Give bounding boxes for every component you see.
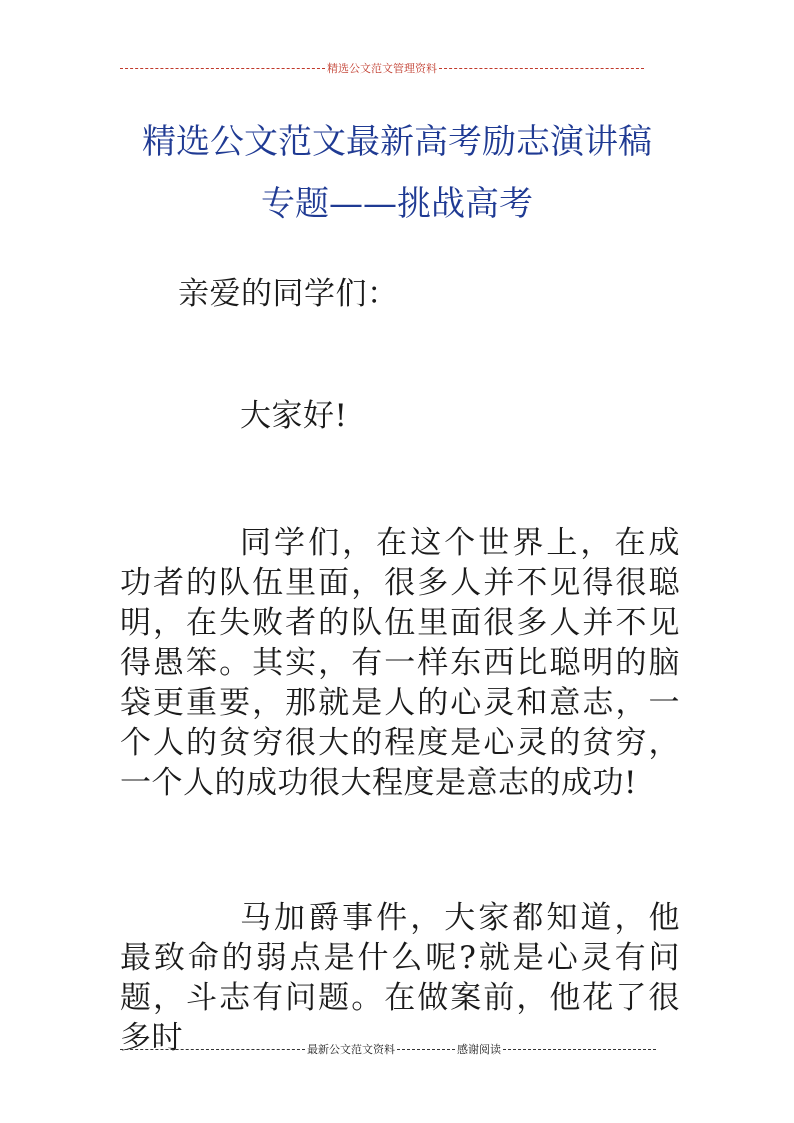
footer-right-text: 感谢阅读 bbox=[457, 1043, 501, 1056]
paragraph-2: 马加爵事件，大家都知道，他最致命的弱点是什么呢?就是心灵有问题，斗志有问题。在做案前，他花了很多时 bbox=[120, 900, 680, 1056]
header-rule-right bbox=[439, 68, 644, 69]
header-text: 精选公文范文管理资料 bbox=[327, 62, 437, 75]
page-footer bbox=[120, 1041, 656, 1057]
page-header bbox=[120, 60, 644, 76]
footer-rule-middle bbox=[397, 1049, 455, 1050]
footer-rule-right bbox=[503, 1049, 656, 1050]
footer-rule-left bbox=[120, 1049, 305, 1050]
hello-line: 大家好! bbox=[240, 398, 348, 434]
footer-left-text: 最新公文范文资料 bbox=[307, 1043, 395, 1056]
greeting: 亲爱的同学们： bbox=[178, 276, 399, 312]
paragraph-1: 同学们，在这个世界上，在成功者的队伍里面，很多人并不见得很聪明，在失败者的队伍里面很多人并不见得愚笨。其实，有一样东西比聪明的脑袋更重要，那就是人的心灵和意志，一个人的贫穷很大的程度是心灵的贫穷，一个人的成功很大程度是意志的成功! bbox=[120, 525, 680, 801]
document-title-line-1: 精选公文范文最新高考励志演讲稿 bbox=[142, 122, 652, 162]
document-title-line-2: 专题——挑战高考 bbox=[261, 184, 533, 224]
header-rule-left bbox=[120, 68, 325, 69]
